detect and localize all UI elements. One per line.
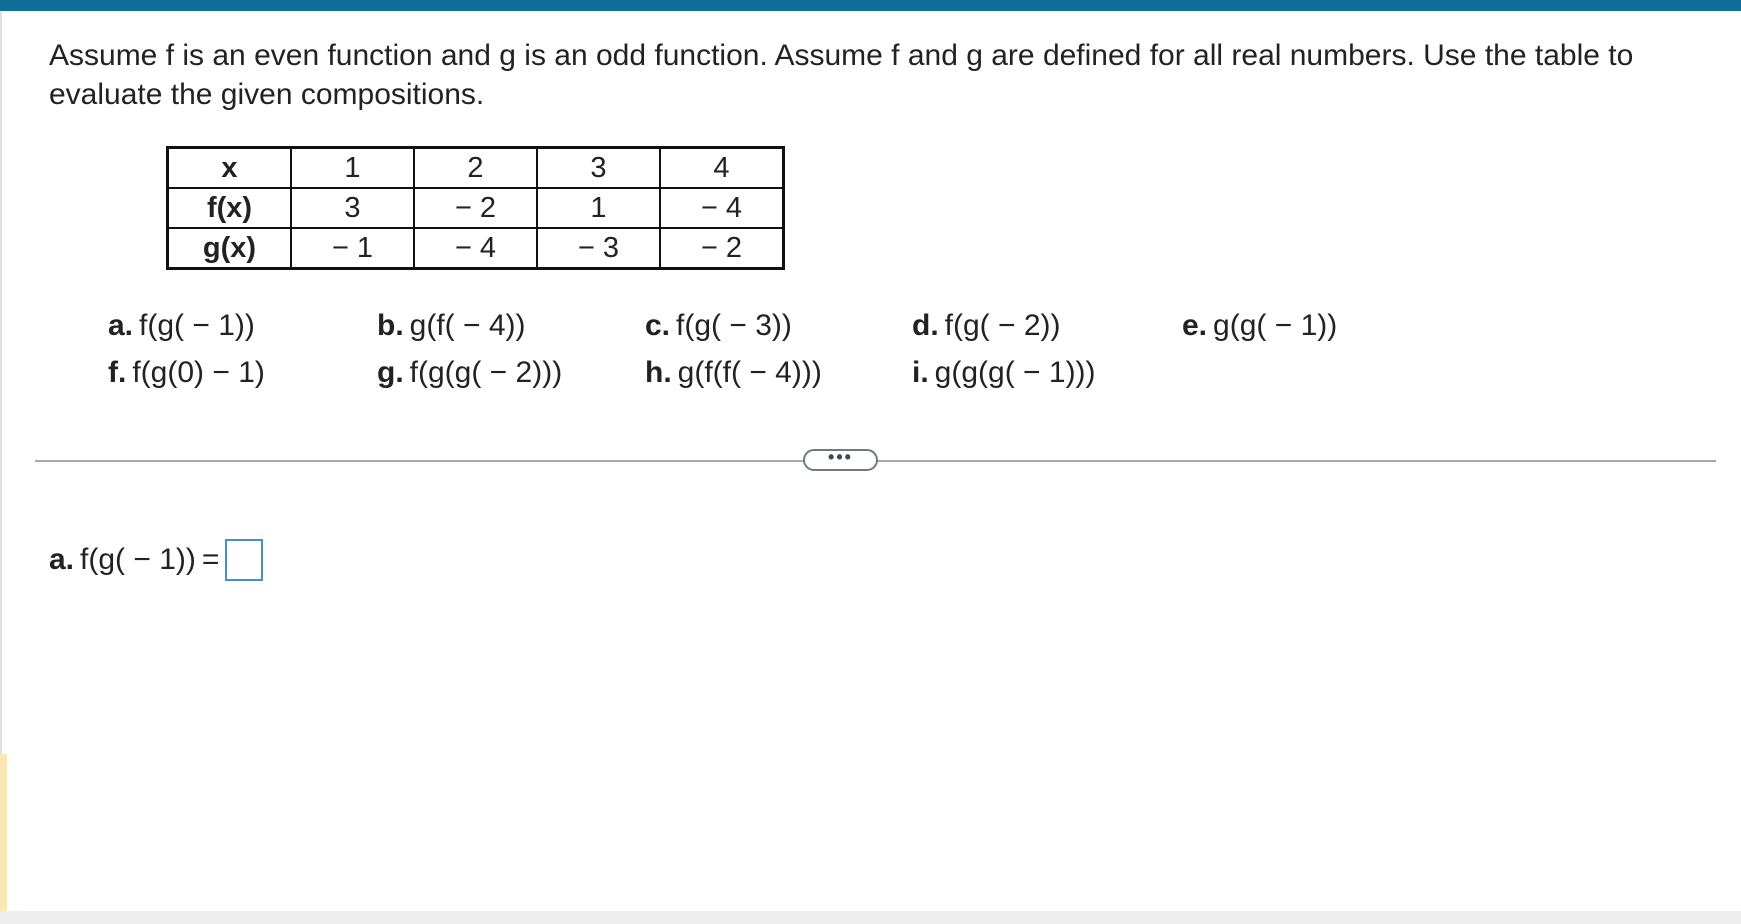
problem-expression: g(f( − 4)) [409,309,526,342]
problem-expression: f(g(0) − 1) [132,356,265,389]
table-cell: − 4 [414,228,537,269]
ellipsis-icon: ••• [828,447,853,467]
problem-letter: f. [108,356,127,389]
table-cell: 4 [660,148,784,189]
table-cell: − 2 [414,188,537,228]
problem-e [1182,309,1337,343]
left-accent [0,754,7,914]
table-cell: 1 [291,148,414,189]
answer-row [49,538,263,582]
problem-letter: c. [645,309,671,342]
problem-letter: b. [377,309,404,342]
table-cell: 3 [537,148,660,189]
bottom-band [0,911,1741,924]
question-instructions: Assume f is an even function and g is an odd function. Assume f and g are defined for all real numbers. Use the table to evaluate the given compositions. [49,39,1634,111]
problem-c [645,309,792,343]
problem-b [377,309,526,343]
problem-letter: g. [377,356,404,389]
problem-f [108,356,265,390]
problem-letter: i. [912,356,929,389]
problem-expression: g(g(g( − 1))) [934,356,1096,389]
table-cell: 2 [414,148,537,189]
row-label-x: x [168,148,292,189]
table-cell: − 2 [660,228,784,269]
answer-expression: f(g( − 1)) [80,543,196,576]
table-cell: − 1 [291,228,414,269]
top-bar [0,0,1741,11]
table-row-gx [168,228,784,269]
problem-letter: a. [108,309,134,342]
row-label-fx: f(x) [168,188,292,228]
table-cell: − 3 [537,228,660,269]
problem-expression: g(f(f( − 4))) [677,356,822,389]
problem-expression: f(g( − 1)) [139,309,255,342]
row-label-gx: g(x) [168,228,292,269]
table-cell: 3 [291,188,414,228]
table-row-x [168,148,784,189]
answer-letter: a. [49,543,75,576]
problem-h [645,356,822,390]
equals-sign: = [201,543,220,576]
problem-g [377,356,562,390]
problem-expression: f(g( − 3)) [676,309,792,342]
problem-letter: e. [1182,309,1208,342]
problem-d [912,309,1061,343]
show-more-button[interactable] [803,449,878,471]
values-table [166,146,785,270]
table-cell: 1 [537,188,660,228]
problem-a [108,309,255,343]
problem-letter: d. [912,309,939,342]
problem-i [912,356,1096,390]
table-cell: − 4 [660,188,784,228]
problem-letter: h. [645,356,672,389]
problem-expression: f(g(g( − 2))) [409,356,563,389]
problem-expression: g(g( − 1)) [1213,309,1338,342]
problem-expression: f(g( − 2)) [944,309,1061,342]
table-row-fx [168,188,784,228]
answer-input[interactable] [225,539,263,581]
